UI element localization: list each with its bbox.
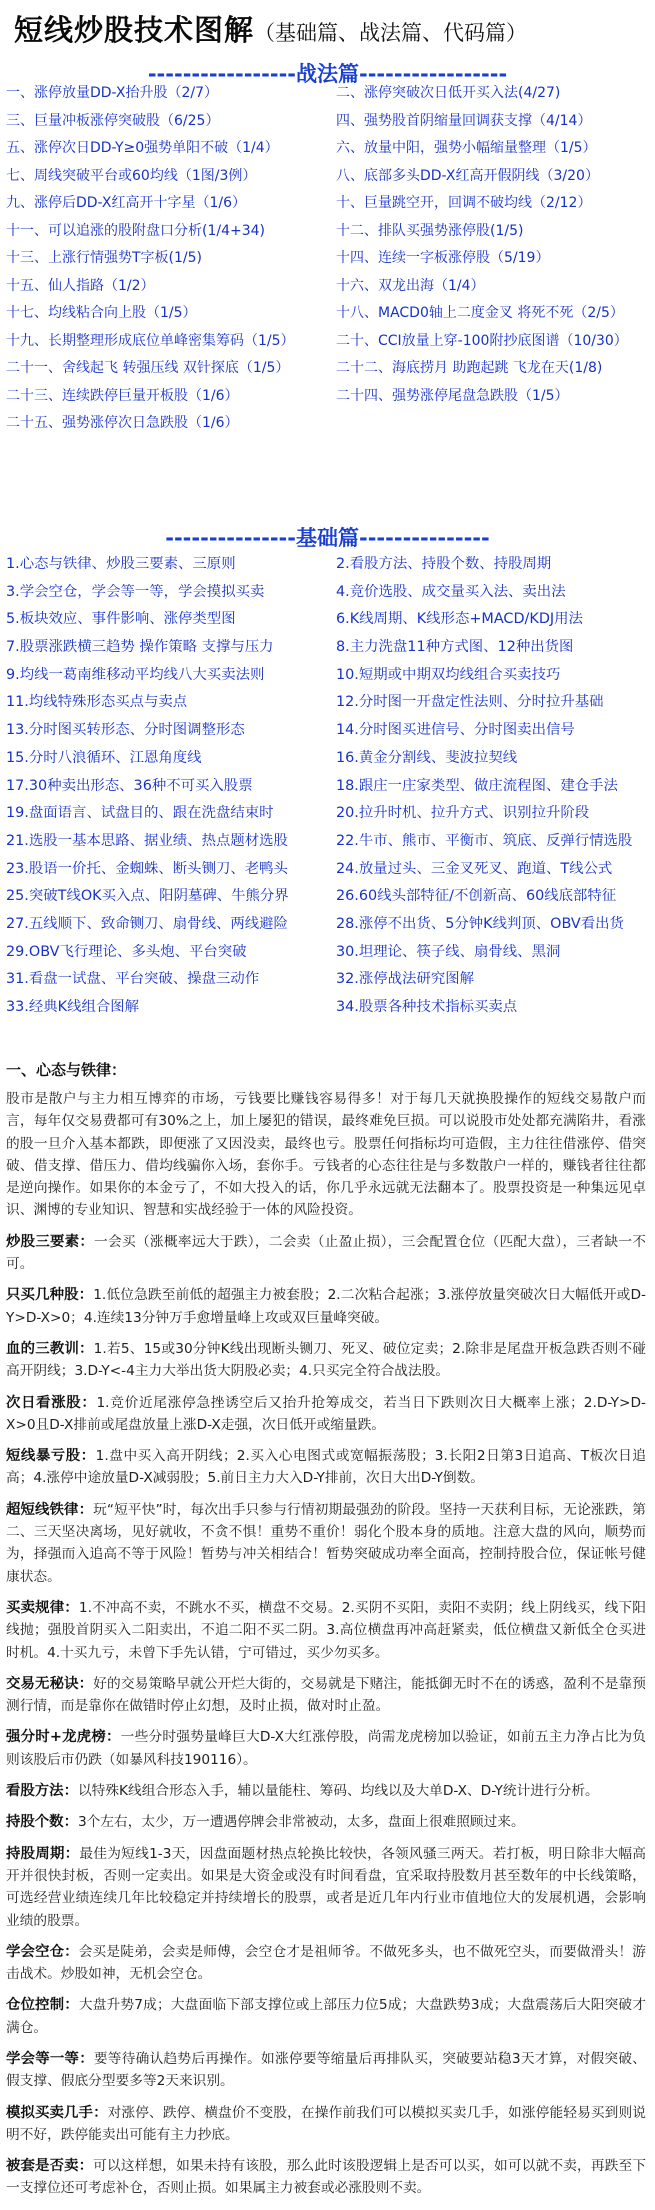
- content-heading: 一、心态与铁律：: [6, 1061, 127, 1079]
- basics-item-21[interactable]: 21.选股一基本思路、据业绩、热点题材选股: [6, 832, 288, 849]
- tactics-row: [6, 328, 654, 356]
- basics-item-1[interactable]: 1.心态与铁律、炒股三要素、三原则: [6, 556, 236, 572]
- tactics-item-21[interactable]: 二十一、舍线起飞 转强压线 双针探底（1/5）: [6, 360, 290, 376]
- tactics-row: [6, 108, 654, 136]
- paragraph-buy-types: 只买几种股：1.低位急跌至前低的超强主力被套股；2.二次粘合起涨；3.涨停放量突破次日大幅低开或D-Y>D-X>0；4.连续13分钟万手愈增量峰上攻或双巨量峰突破。: [6, 1287, 646, 1326]
- basics-item-19[interactable]: 19.盘面语言、试盘目的、跟在洗盘结束时: [6, 805, 274, 822]
- basics-item-13[interactable]: 13.分时图买转形态、分时图调整形态: [6, 722, 245, 739]
- basics-item-16[interactable]: 16.黄金分割线、斐波拉契线: [336, 749, 518, 766]
- basics-item-4[interactable]: 4.竞价选股、成交量买入法、卖出法: [336, 583, 566, 600]
- tactics-row: [6, 190, 654, 218]
- basics-row: [6, 939, 654, 967]
- tactics-item-4[interactable]: 四、强势股首阴缩量回调获支撑（4/14）: [336, 112, 592, 129]
- tactics-item-6[interactable]: 六、放量中阳，强势小幅缩量整理（1/5）: [336, 140, 597, 156]
- tactics-row: [6, 383, 654, 411]
- title-subtitle: （基础篇、战法篇、代码篇）: [254, 21, 528, 45]
- paragraph-simulate: 模拟买卖几手：对涨停、跌停、横盘价不变股，在操作前我们可以模拟买卖几手，如涨停能轻易买到则说明不好，跌停能卖出可能有主力抄底。: [6, 2104, 646, 2143]
- basics-item-31[interactable]: 31.看盘一试盘、平台突破、操盘三动作: [6, 971, 260, 988]
- paragraph-no-secret: 交易无秘诀：好的交易策略早就公开烂大街的，交易就是下赌注，能抵御无时不在的诱惑，盈利不是靠预测行情，而是靠你在做错时停止幻想，及时止损，做对时止盈。: [6, 1675, 646, 1715]
- tactics-item-17[interactable]: 十七、均线粘合向上股（1/5）: [6, 305, 197, 321]
- tactics-row: [6, 135, 654, 163]
- basics-row: [6, 717, 654, 745]
- basics-item-15[interactable]: 15.分时八浪循环、江恩角度线: [6, 749, 202, 766]
- tactics-item-14[interactable]: 十四、连续一字板涨停股（5/19）: [336, 250, 550, 266]
- paragraph-holding-count: 持股个数：3个左右，太少，万一遭遇停牌会非常被动，太多，盘面上很难照顾过来。: [6, 1814, 525, 1831]
- tactics-row: [6, 163, 654, 191]
- basics-item-20[interactable]: 20.拉升时机、拉升方式、识别拉升阶段: [336, 805, 590, 822]
- tactics-item-2[interactable]: 二、涨停突破次日低开买入法(4/27): [336, 85, 561, 101]
- basics-row: [6, 745, 654, 773]
- tactics-item-1[interactable]: 一、涨停放量DD-X抬升股（2/7）: [6, 85, 219, 101]
- basics-item-6[interactable]: 6.K线周期、K线形态+MACD/KDJ用法: [336, 611, 583, 628]
- basics-row: [6, 551, 654, 579]
- tactics-item-19[interactable]: 十九、长期整理形成底位单峰密集筹码（1/5）: [6, 332, 295, 349]
- basics-item-23[interactable]: 23.股语一价托、金蜘蛛、断头铡刀、老鸭头: [6, 860, 288, 877]
- tactics-grid: [6, 80, 654, 438]
- page-title: [14, 8, 527, 48]
- title-main: 短线炒股技术图解: [14, 13, 255, 47]
- tactics-item-18[interactable]: 十八、MACD0轴上二度金叉 将死不死（2/5）: [336, 305, 624, 321]
- paragraph-next-day-rise: 次日看涨股：1.竞价近尾涨停急挫诱空后又抬升抢筹成交，若当日下跌则次日大概率上涨；2.D-Y>D-X>0且D-X排前或尾盘放量上涨D-X走强，次日低开或缩量跌。: [6, 1394, 646, 1433]
- basics-row: [6, 662, 654, 690]
- tactics-item-23[interactable]: 二十三、连续跌停巨量开板股（1/6）: [6, 387, 239, 404]
- basics-row: [6, 994, 654, 1022]
- basics-item-32[interactable]: 32.涨停战法研究图解: [336, 971, 475, 988]
- basics-item-22[interactable]: 22.牛市、熊市、平衡市、筑底、反弹行情选股: [336, 832, 633, 849]
- paragraph-three-elements: 炒股三要素：一会买（涨概率远大于跌），二会卖（止盈止损），三会配置仓位（匹配大盘），三者缺一不可。: [6, 1233, 646, 1273]
- tactics-item-9[interactable]: 九、涨停后DD-X红高开十字星（1/6）: [6, 195, 247, 211]
- basics-row: [6, 689, 654, 717]
- tactics-section-header: -----------------战法篇-----------------: [147, 62, 508, 86]
- tactics-row: [6, 355, 654, 383]
- tactics-item-24[interactable]: 二十四、强势涨停尾盘急跌股（1/5）: [336, 387, 569, 404]
- paragraph-trapped: 被套是否卖：可以这样想，如果未持有该股，那么此时该股逻辑上是否可以买，如可以就不卖，再跌至下一支撑位还可考虑补仓，否则止损。如果属主力被套或必涨股则不卖。: [6, 2158, 646, 2197]
- basics-item-14[interactable]: 14.分时图买进信号、分时图卖出信号: [336, 722, 575, 739]
- basics-item-25[interactable]: 25.突破T线OK买入点、阳阴墓碑、牛熊分界: [6, 888, 289, 905]
- basics-item-9[interactable]: 9.均线一葛南维移动平均线八大买卖法则: [6, 666, 265, 683]
- content-body: [6, 1058, 646, 2200]
- paragraph-dragon-tiger: 强分时+龙虎榜：一些分时强势量峰巨大D-X大红涨停股，尚需龙虎榜加以验证，如前五主力净占比为负则该股后市仍跌（如暴风科技190116）。: [6, 1729, 646, 1768]
- basics-item-11[interactable]: 11.均线特殊形态买点与卖点: [6, 694, 188, 711]
- basics-item-18[interactable]: 18.跟庄一庄家类型、做庄流程图、建仓手法: [336, 777, 618, 794]
- basics-row: [6, 800, 654, 828]
- basics-row: [6, 966, 654, 994]
- tactics-row: [6, 245, 654, 273]
- tactics-item-15[interactable]: 十五、仙人指路（1/2）: [6, 277, 155, 294]
- tactics-item-5[interactable]: 五、涨停次日DD-Y≥0强势单阳不破（1/4）: [6, 140, 279, 156]
- tactics-item-25[interactable]: 二十五、强势涨停次日急跌股（1/6）: [6, 415, 239, 431]
- tactics-item-3[interactable]: 三、巨量冲板涨停突破股（6/25）: [6, 112, 220, 129]
- tactics-item-12[interactable]: 十二、排队买强势涨停股(1/5): [336, 222, 524, 239]
- basics-item-29[interactable]: 29.OBV飞行理论、多头炮、平台突破: [6, 943, 247, 960]
- tactics-item-20[interactable]: 二十、CCI放量上穿-100附抄底图谱（10/30）: [336, 332, 628, 349]
- paragraph-empty-position: 学会空仓：会买是陡弟，会卖是师傅，会空仓才是祖师爷。不做死多头，也不做死空头，而要做滑头！游击战术。炒股如神，无机会空仓。: [6, 1943, 646, 1983]
- basics-item-17[interactable]: 17.30种卖出形态、36种不可买入股票: [6, 777, 253, 794]
- tactics-row: [6, 300, 654, 328]
- basics-item-10[interactable]: 10.短期或中期双均线组合买卖技巧: [336, 666, 561, 683]
- basics-item-24[interactable]: 24.放量过头、三金叉死叉、跑道、T线公式: [336, 860, 613, 877]
- basics-item-28[interactable]: 28.涨停不出货、5分钟K线判顶、OBV看出货: [336, 915, 624, 932]
- basics-item-12[interactable]: 12.分时图一开盘定性法则、分时拉升基础: [336, 694, 604, 711]
- basics-item-5[interactable]: 5.板块效应、事件影响、涨停类型图: [6, 611, 236, 628]
- tactics-item-7[interactable]: 七、周线突破平台或60均线（1图/3例）: [6, 167, 257, 184]
- tactics-row: [6, 410, 654, 438]
- basics-item-33[interactable]: 33.经典K线组合图解: [6, 999, 140, 1015]
- basics-row: [6, 606, 654, 634]
- basics-item-3[interactable]: 3.学会空仓，学会等一等，学会摸拟买卖: [6, 583, 265, 600]
- basics-row: [6, 883, 654, 911]
- tactics-item-8[interactable]: 八、底部多头DD-X红高开假阴线（3/20）: [336, 167, 599, 184]
- paragraph-holding-period: 持股周期：最佳为短线1-3天，因盘面题材热点轮换比较快，各领风骚三两天。若打板，明日除非大幅高开并很快封板，否则一定卖出。如果是大资金或没有时间看盘，宜采取持股数月甚至数年的中长线策略，可选经营业绩连续几年比较稳定并持续增长的股票，或者是近几年内行业市值地位大的发展机遇，会影响业绩的股票。: [6, 1845, 646, 1929]
- basics-section-header: ---------------基础篇---------------: [165, 526, 490, 550]
- tactics-row: [6, 218, 654, 246]
- basics-item-7[interactable]: 7.股票涨跌横三趋势 操作策略 支撑与压力: [6, 639, 274, 656]
- basics-item-8[interactable]: 8.主力洗盘11种方式图、12种出货图: [336, 639, 574, 656]
- paragraph-position-control: 仓位控制：大盘升势7成；大盘面临下部支撑位或上部压力位5成；大盘跌势3成；大盘震荡后大阳突破才满仓。: [6, 1997, 646, 2036]
- paragraph-ultra-short-rules: 超短线铁律：玩“短平快”时，每次出手只参与行情初期最强劲的阶段。坚持一天获利目标，无论涨跌，第二、三天坚决离场，见好就收，不贪不惧！重势不重价！弱化个股本身的质地。注意大盘的风向，顺势而为，择强而入追高不等于风险！暂势与冲关相结合！暂势突破成功率全面高，控制持股合位，保证帐号健康状态。: [6, 1501, 646, 1585]
- paragraph-lessons: 血的三教训：1.若5、15或30分钟K线出现断头铡刀、死叉、破位定卖；2.除非是尾盘开板急跌否则不碰高开阴线；3.D-Y<-4主力大举出货大阴股必卖；4.只买完全符合战法股。: [6, 1340, 646, 1380]
- tactics-item-13[interactable]: 十三、上涨行情强势T字板(1/5): [6, 250, 203, 266]
- paragraph-view-method: 看股方法：以特殊K线组合形态入手，辅以量能柱、筹码、均线以及大单D-X、D-Y统计进行分析。: [6, 1783, 599, 1800]
- paragraph-wait: 学会等一等：要等待确认趋势后再操作。如涨停要等缩量后再排队买，突破要站稳3天才算，对假突破、假支撑、假底分型要多等2天来识别。: [6, 2050, 646, 2090]
- basics-grid: [6, 551, 654, 1022]
- basics-row: [6, 634, 654, 662]
- basics-row: [6, 856, 654, 884]
- paragraph-trade-rules: 买卖规律：1.不冲高不卖，不跳水不买，横盘不交易。2.买阴不买阳，卖阳不卖阴；线上阴线买，线下阳线抛；强股首阴买入二阳卖出，不追二阳不买二阴。3.高位横盘再冲高赶紧卖，低位横盘又新低全仓买进时机。4.十买九亏，未曾下手先认错，宁可错过，买少勿买多。: [6, 1599, 646, 1661]
- basics-item-2[interactable]: 2.看股方法、持股个数、持股周期: [336, 556, 552, 572]
- tactics-item-empty: [336, 410, 654, 438]
- basics-item-26[interactable]: 26.60线头部特征/不创新高、60线底部特征: [336, 888, 617, 905]
- tactics-item-10[interactable]: 十、巨量跳空开，回调不破均线（2/12）: [336, 195, 592, 211]
- basics-item-34[interactable]: 34.股票各种技术指标买卖点: [336, 999, 518, 1015]
- basics-row: [6, 579, 654, 607]
- basics-row: [6, 773, 654, 801]
- basics-item-30[interactable]: 30.坦理论、筷子线、扇骨线、黑洞: [336, 943, 561, 960]
- basics-item-27[interactable]: 27.五线顺下、致命铡刀、扇骨线、两线避险: [6, 915, 288, 932]
- paragraph-intro: 股市是散户与主力相互博弈的市场，亏钱要比赚钱容易得多！对于每几天就换股操作的短线交易散户而言，每年仅交易费都可有30%之上，加上屡犯的错误，最终难免巨损。可以说股市处处都充满陷井，看涨的股一旦介入基本都跌，即便涨了又因没卖，最终也亏。股票任何指标均可造假，主力往往借涨停、借突破、借支撑、借压力、借均线骗你入场，套你手。亏钱者的心态往往是与多数散户一样的，赚钱者往往都是逆向操作。如果你的本金亏了，不如大投入的话，你几乎永远就无法翻本了。股票投资是一种集远见卓识、渊博的专业知识、智慧和实战经验于一体的风险投资。: [6, 1091, 646, 1219]
- basics-row: [6, 828, 654, 856]
- basics-row: [6, 911, 654, 939]
- tactics-row: [6, 273, 654, 301]
- paragraph-heavy-loss: 短线暴亏股：1.盘中买入高开阴线；2.买入心电图式或宽幅振荡股；3.长阳2日第3日追高、T板次日追高；4.涨停中途放量D-X减弱股；5.前日主力大入D-Y排前，次日大出D-Y倒数。: [6, 1448, 646, 1487]
- tactics-item-11[interactable]: 十一、可以追涨的股附盘口分析(1/4+34): [6, 222, 265, 239]
- tactics-item-16[interactable]: 十六、双龙出海（1/4）: [336, 277, 485, 294]
- tactics-item-22[interactable]: 二十二、海底捞月 助跑起跳 飞龙在天(1/8): [336, 360, 603, 376]
- tactics-row: [6, 80, 654, 108]
